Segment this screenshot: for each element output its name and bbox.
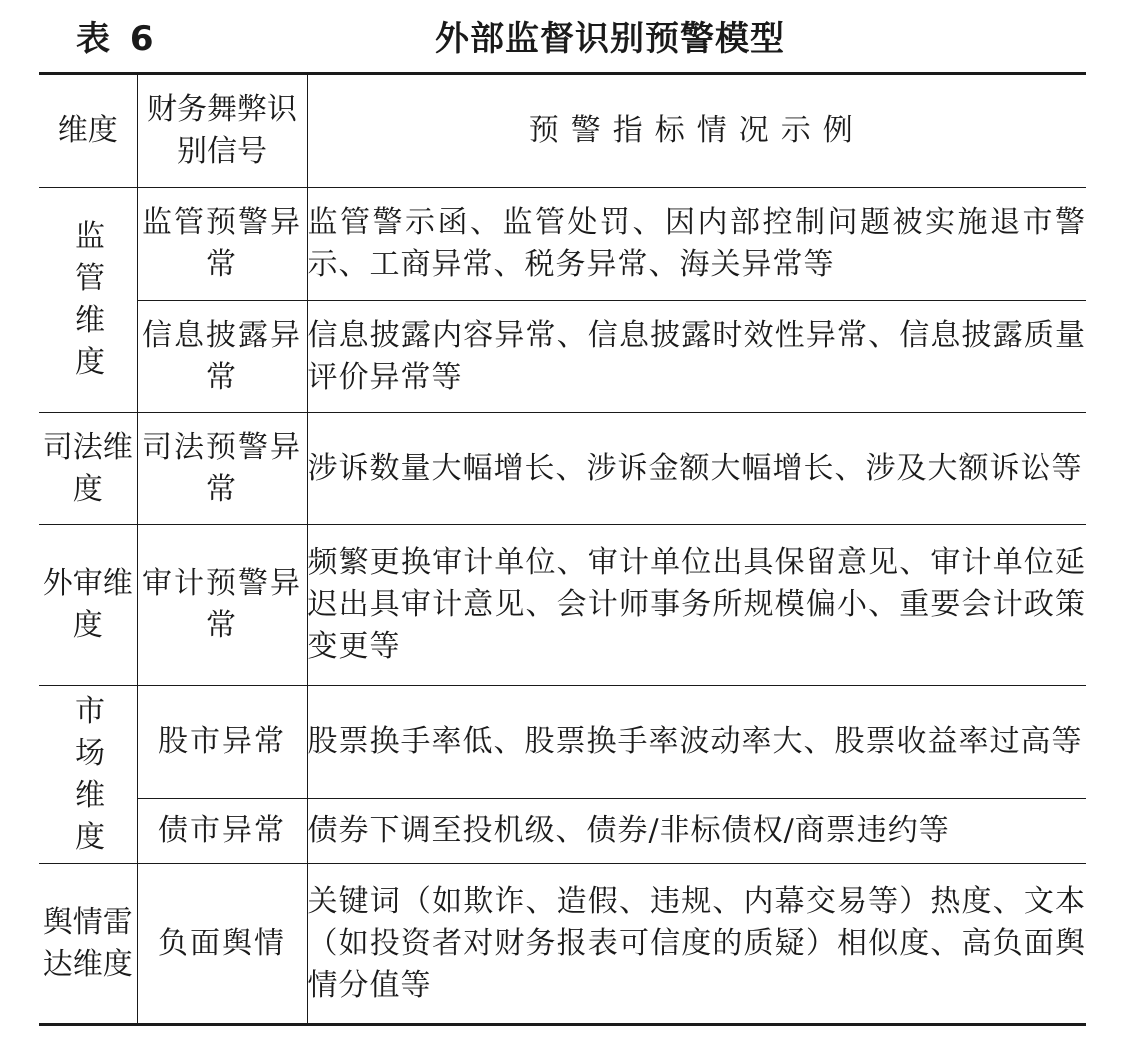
signal-cell: 债市异常 bbox=[137, 799, 307, 864]
warning-model-table bbox=[39, 72, 1086, 1026]
table-row bbox=[39, 301, 1086, 413]
signal-cell: 股市异常 bbox=[137, 686, 307, 799]
dimension-cell-market: 市场维度 bbox=[39, 686, 137, 864]
signal-cell: 信息披露异常 bbox=[137, 301, 307, 413]
header-row bbox=[39, 74, 1086, 188]
table-row bbox=[39, 525, 1086, 686]
indicator-cell: 涉诉数量大幅增长、涉诉金额大幅增长、涉及大额诉讼等 bbox=[307, 413, 1086, 525]
indicator-cell: 股票换手率低、股票换手率波动率大、股票收益率过高等 bbox=[307, 686, 1086, 799]
indicator-cell: 频繁更换审计单位、审计单位出具保留意见、审计单位延迟出具审计意见、会计师事务所规模偏小、重要会计政策变更等 bbox=[307, 525, 1086, 686]
indicator-cell: 关键词（如欺诈、造假、违规、内幕交易等）热度、文本（如投资者对财务报表可信度的质疑）相似度、高负面舆情分值等 bbox=[307, 864, 1086, 1025]
indicator-cell: 债券下调至投机级、债券/非标债权/商票违约等 bbox=[307, 799, 1086, 864]
table-row bbox=[39, 413, 1086, 525]
signal-cell: 监管预警异常 bbox=[137, 188, 307, 301]
table-title: 外部监督识别预警模型 bbox=[435, 19, 785, 59]
header-dimension: 维度 bbox=[39, 74, 137, 188]
table-row bbox=[39, 686, 1086, 799]
indicator-cell: 信息披露内容异常、信息披露时效性异常、信息披露质量评价异常等 bbox=[307, 301, 1086, 413]
header-signal: 财务舞弊识别信号 bbox=[137, 74, 307, 188]
table-number: 表 6 bbox=[76, 19, 158, 59]
signal-cell: 司法预警异常 bbox=[137, 413, 307, 525]
table-row bbox=[39, 864, 1086, 1025]
signal-cell: 负面舆情 bbox=[137, 864, 307, 1025]
table-row bbox=[39, 188, 1086, 301]
dimension-cell-public-opinion: 舆情雷达维度 bbox=[39, 864, 137, 1025]
table-row bbox=[39, 799, 1086, 864]
indicator-cell: 监管警示函、监管处罚、因内部控制问题被实施退市警示、工商异常、税务异常、海关异常等 bbox=[307, 188, 1086, 301]
dimension-cell-external-audit: 外审维度 bbox=[39, 525, 137, 686]
signal-cell: 审计预警异常 bbox=[137, 525, 307, 686]
dimension-cell-regulatory: 监管维度 bbox=[39, 188, 137, 413]
header-indicator: 预警指标情况示例 bbox=[307, 74, 1086, 188]
dimension-cell-judicial: 司法维度 bbox=[39, 413, 137, 525]
